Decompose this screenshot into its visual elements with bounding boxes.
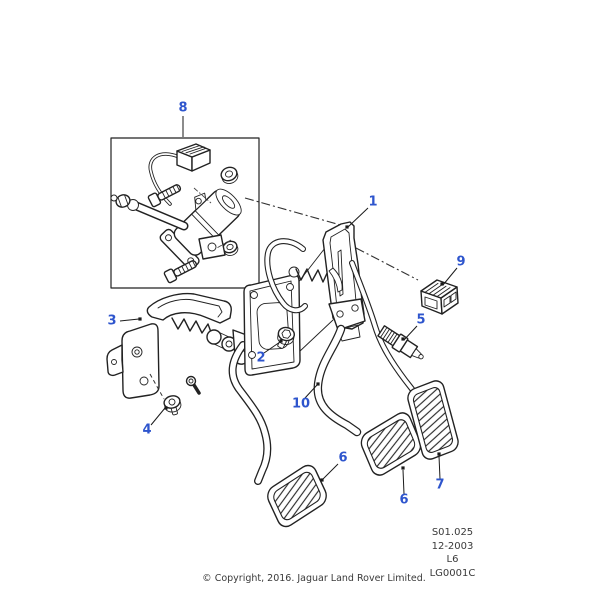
pivot-tube xyxy=(207,330,236,351)
copyright-notice: © Copyright, 2016. Jaguar Land Rover Limited. xyxy=(202,573,426,584)
tab-hole xyxy=(208,243,216,251)
bolt-icon xyxy=(148,182,183,208)
nut-icon xyxy=(219,165,240,186)
master-cylinder-box xyxy=(111,138,259,288)
flange-nut xyxy=(163,394,183,416)
callout-7: 7 xyxy=(435,477,445,493)
callout-3: 3 xyxy=(107,313,117,329)
stud xyxy=(187,377,200,394)
callout-2: 2 xyxy=(256,350,266,366)
callout-10: 10 xyxy=(291,396,311,412)
accelerator-pedal-arm xyxy=(352,263,412,389)
brake-pedal-arm xyxy=(318,329,357,432)
figure-id: LG0001C xyxy=(429,567,476,579)
harness-connector xyxy=(421,280,458,314)
callout-4: 4 xyxy=(142,422,152,438)
callout-1: 1 xyxy=(368,194,378,210)
clutch-pedal-pad xyxy=(265,462,330,531)
figure-variant: L6 xyxy=(446,554,459,565)
callout-6a: 6 xyxy=(338,450,348,466)
callout-9: 9 xyxy=(456,254,466,270)
callout-5: 5 xyxy=(416,312,426,328)
reference-info-block xyxy=(405,526,500,580)
return-spring xyxy=(172,318,212,335)
callout-6b: 6 xyxy=(399,492,409,508)
figure-date: 12-2003 xyxy=(431,540,474,552)
figure-code: S01.025 xyxy=(431,527,474,538)
callout-8: 8 xyxy=(178,100,188,116)
pushrod xyxy=(111,193,184,226)
